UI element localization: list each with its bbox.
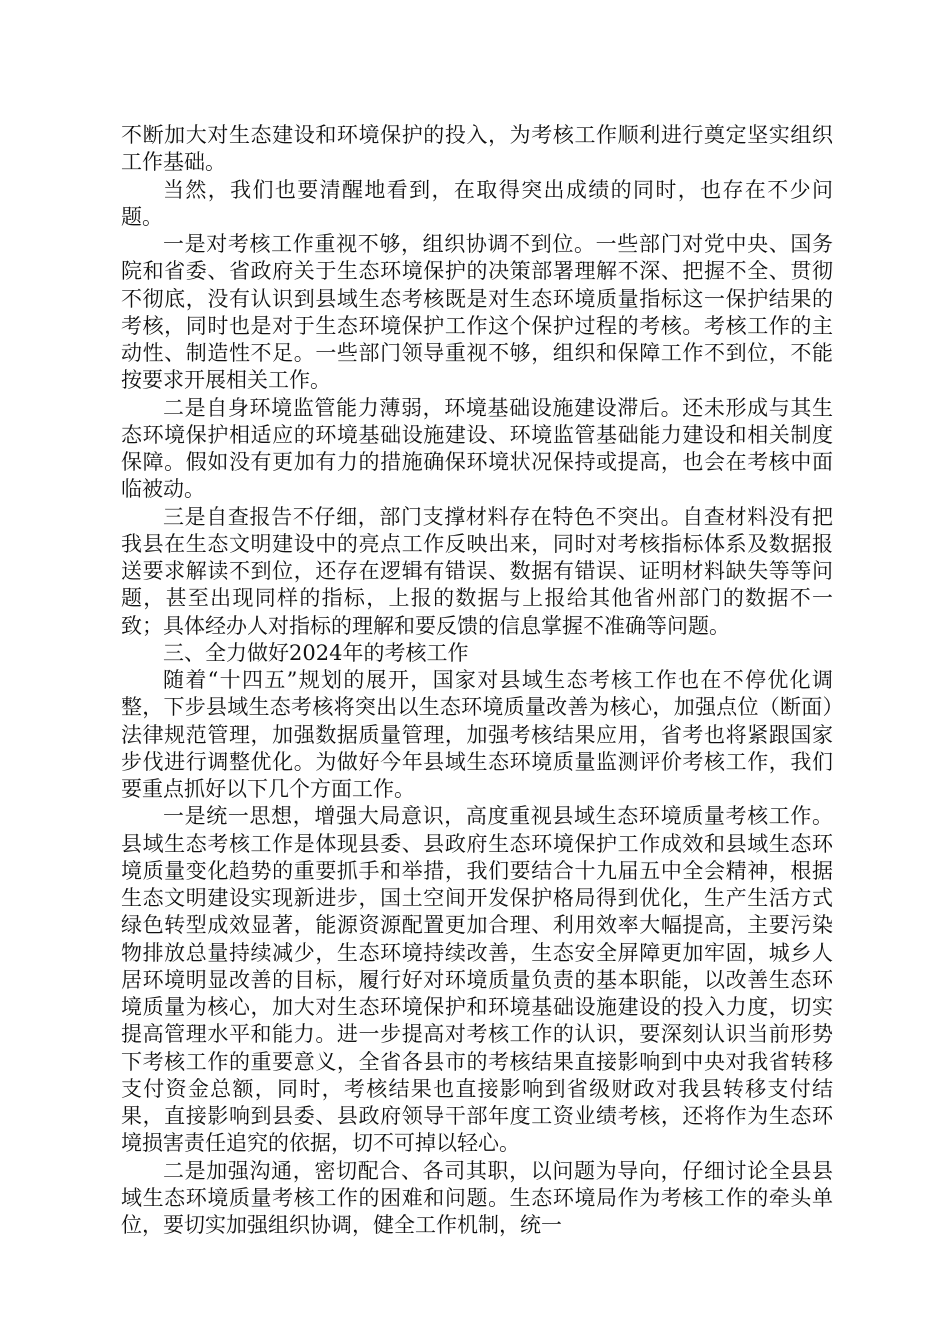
section-heading-three: 三、全力做好2024年的考核工作 bbox=[163, 640, 469, 665]
paragraph-plan-intro: 随着“十四五”规划的展开，国家对县域生态考核工作也在不停优化调整，下步县域生态考核将突出以生态环境质量改善为核心，加强点位（断面）法律规范管理，加强数据质量管理，加强考核结果应用，省考也将紧跟国家步伐进行调整优化。为做好今年县域生态环境质量监测评价考核工作，我们要重点抓好以下几个方面工作。 bbox=[121, 668, 833, 801]
paragraph-problem-one: 一是对考核工作重视不够，组织协调不到位。一些部门对党中央、国务院和省委、省政府关于生态环境保护的决策部署理解不深、把握不全、贯彻不彻底，没有认识到县域生态考核既是对生态环境质量指标这一保护结果的考核，同时也是对于生态环境保护工作这个保护过程的考核。考核工作的主动性、制造性不足。一些部门领导重视不够，组织和保障工作不到位，不能按要求开展相关工作。 bbox=[121, 232, 833, 393]
paragraph-task-one: 一是统一思想，增强大局意识，高度重视县域生态环境质量考核工作。县域生态考核工作是体现县委、县政府生态环境保护工作成效和县域生态环境质量变化趋势的重要抓手和举措，我们要结合十九届五中全会精神，根据生态文明建设实现新进步，国土空间开发保护格局得到优化，生产生活方式绿色转型成效显著，能源资源配置更加合理、利用效率大幅提高，主要污染物排放总量持续减少，生态环境持续改善，生态安全屏障更加牢固，城乡人居环境明显改善的目标，履行好对环境质量负责的基本职能，以改善生态环境质量为核心，加大对生态环境保护和环境基础设施建设的投入力度，切实提高管理水平和能力。进一步提高对考核工作的认识，要深刻认识当前形势下考核工作的重要意义，全省各县市的考核结果直接影响到中央对我省转移支付资金总额，同时，考核结果也直接影响到省级财政对我县转移支付结果，直接影响到县委、县政府领导干部年度工资业绩考核，还将作为生态环境损害责任追究的依据，切不可掉以轻心。 bbox=[121, 804, 833, 1156]
paragraph-continuation: 不断加大对生态建设和环境保护的投入，为考核工作顺利进行奠定坚实组织工作基础。 bbox=[121, 123, 833, 175]
paragraph-problems-intro: 当然，我们也要清醒地看到，在取得突出成绩的同时，也存在不少问题。 bbox=[121, 177, 833, 229]
paragraph-problem-two: 二是自身环境监管能力薄弱，环境基础设施建设滞后。还未形成与其生态环境保护相适应的环境基础设施建设、环境监管基础能力建设和相关制度保障。假如没有更加有力的措施确保环境状况保持或提高，也会在考核中面临被动。 bbox=[121, 395, 833, 502]
document-body bbox=[121, 122, 833, 1239]
paragraph-problem-three: 三是自查报告不仔细，部门支撑材料存在特色不突出。自查材料没有把我县在生态文明建设中的亮点工作反映出来，同时对考核指标体系及数据报送要求解读不到位，还存在逻辑有错误、数据有错误、证明材料缺失等等问题，甚至出现同样的指标，上报的数据与上报给其他省州部门的数据不一致；具体经办人对指标的理解和要反馈的信息掌握不准确等问题。 bbox=[121, 504, 833, 638]
paragraph-task-two: 二是加强沟通，密切配合、各司其职，以问题为导向，仔细讨论全县县域生态环境质量考核工作的困难和问题。生态环境局作为考核工作的牵头单位，要切实加强组织协调，健全工作机制，统一 bbox=[121, 1158, 833, 1237]
